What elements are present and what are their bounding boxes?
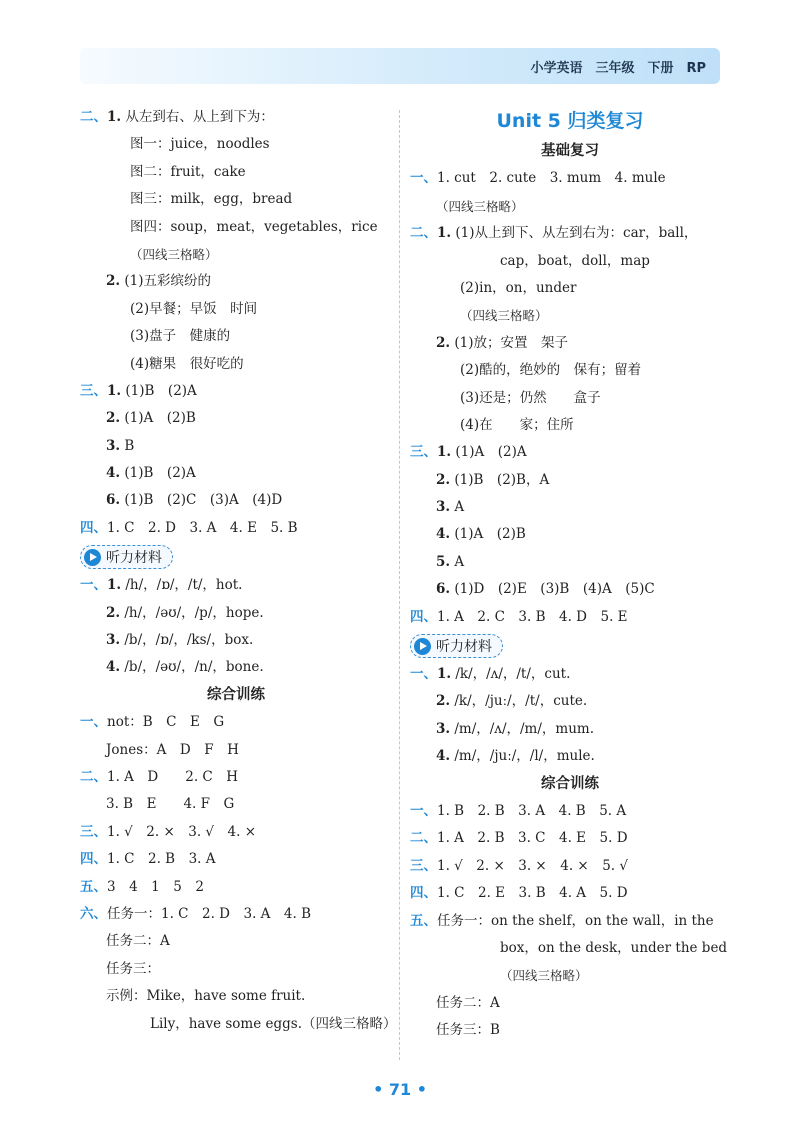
answer-text: 从左到右、从上到下为： xyxy=(121,109,274,125)
answer-text: （四线三格略） xyxy=(500,968,588,984)
answer-line xyxy=(80,351,392,378)
answer-line xyxy=(410,467,730,494)
answer-text: (1)A (2)B xyxy=(120,410,196,427)
answer-text: not：B C E G xyxy=(107,714,225,731)
answer-line xyxy=(80,214,392,241)
item-number: 6. xyxy=(436,581,451,598)
section-number: 五、 xyxy=(410,912,437,929)
left-column xyxy=(80,104,397,1038)
answer-text: 图三：milk，egg，bread xyxy=(130,191,293,208)
answer-line xyxy=(410,990,730,1017)
item-number: 1. xyxy=(107,577,122,594)
answer-line xyxy=(80,159,392,186)
answer-text: 1. √ 2. × 3. × 4. × 5. √ xyxy=(437,857,628,874)
section-number: 三、 xyxy=(410,857,437,874)
answer-line xyxy=(410,604,730,631)
play-icon xyxy=(84,549,101,566)
answer-line xyxy=(410,1017,730,1044)
answer-text: (1)B (2)A xyxy=(120,465,196,482)
answer-text: box，on the desk，under the bed xyxy=(500,939,728,956)
answer-line xyxy=(80,737,392,764)
answer-line xyxy=(80,764,392,791)
answer-text: （四线三格略） xyxy=(130,246,218,262)
answer-line xyxy=(410,853,730,880)
section-heading: 综合训练 xyxy=(207,686,265,703)
page-header xyxy=(80,48,720,84)
item-number: 1. xyxy=(437,225,452,242)
answer-line xyxy=(410,494,730,521)
right-column xyxy=(410,104,730,1045)
section-number: 二、 xyxy=(410,830,437,847)
answer-text: /k/，/ʌ/，/t/，cut. xyxy=(451,666,571,683)
answer-text: 1. A 2. C 3. B 4. D 5. E xyxy=(437,608,628,625)
answer-line xyxy=(80,405,392,432)
answer-text: 1. C 2. B 3. A xyxy=(107,851,216,868)
listening-material-tag xyxy=(410,634,503,658)
item-number: 1. xyxy=(107,109,122,125)
answer-text: Jones：A D F H xyxy=(106,741,239,758)
item-number: 3. xyxy=(106,632,121,649)
answer-text: Lily，have some eggs.（四线三格略） xyxy=(150,1015,397,1032)
item-number: 2. xyxy=(436,334,451,351)
answer-line xyxy=(80,874,392,901)
answer-text: /m/，/juː/，/l/，mule. xyxy=(450,748,595,765)
answer-line xyxy=(80,819,392,846)
answer-text: (2)酷的，绝妙的 保有；留着 xyxy=(460,362,642,379)
answer-line xyxy=(80,323,392,350)
section-number: 一、 xyxy=(410,666,437,683)
play-icon xyxy=(414,638,431,655)
answer-line xyxy=(80,487,392,514)
listening-material-row xyxy=(80,542,392,572)
answer-line xyxy=(410,439,730,466)
item-number: 3. xyxy=(436,720,451,737)
answer-text: 任务一：1. C 2. D 3. A 4. B xyxy=(107,905,312,922)
item-number: 4. xyxy=(436,526,451,543)
answer-text: (1)D (2)E (3)B (4)A (5)C xyxy=(450,581,655,598)
answer-text: 图一：juice，noodles xyxy=(130,136,270,153)
answer-text: A xyxy=(450,499,465,516)
section-number: 四、 xyxy=(410,885,437,902)
item-number: 2. xyxy=(106,604,121,621)
answer-line xyxy=(410,935,730,962)
page-number: • 71 • xyxy=(373,1080,427,1099)
answer-line xyxy=(80,956,392,983)
answer-text: 任务二：A xyxy=(106,933,170,950)
listening-material-tag xyxy=(80,545,173,569)
answer-text: /m/，/ʌ/，/m/，mum. xyxy=(450,720,594,737)
answer-text: (1)B (2)B，A xyxy=(450,471,550,488)
item-number: 2. xyxy=(436,693,451,710)
answer-text: 3 4 1 5 2 xyxy=(107,878,204,895)
item-number: 1. xyxy=(437,444,452,461)
answer-line xyxy=(80,460,392,487)
section-number: 四、 xyxy=(80,851,107,868)
section-number: 二、 xyxy=(80,109,107,125)
section-number: 三、 xyxy=(410,444,437,461)
answer-text: 任务二：A xyxy=(436,994,500,1011)
section-number: 三、 xyxy=(80,382,107,399)
answer-text: /b/，/ɒ/，/ks/，box. xyxy=(120,632,254,649)
section-number: 一、 xyxy=(410,170,437,187)
answer-text: 任务一：on the shelf，on the wall，in the xyxy=(437,912,714,929)
answer-text: (1)A (2)A xyxy=(451,444,527,461)
answer-line xyxy=(410,330,730,357)
answer-line xyxy=(80,791,392,818)
answer-line xyxy=(80,709,392,736)
item-number: 4. xyxy=(106,465,121,482)
answer-line xyxy=(410,302,730,329)
item-number: 4. xyxy=(106,659,121,676)
item-number: 2. xyxy=(106,410,121,427)
answer-text: 1. C 2. D 3. A 4. E 5. B xyxy=(107,519,298,536)
answer-text: 图四：soup，meat，vegetables，rice xyxy=(130,218,378,235)
answer-text: 1. A 2. B 3. C 4. E 5. D xyxy=(437,830,628,847)
answer-text: 1. B 2. B 3. A 4. B 5. A xyxy=(437,802,627,819)
answer-text: （四线三格略） xyxy=(460,308,548,324)
answer-line xyxy=(410,908,730,935)
item-number: 3. xyxy=(106,437,121,454)
answer-text: 1. A D 2. C H xyxy=(107,768,239,785)
answer-line xyxy=(410,661,730,688)
answer-text: /h/，/əʊ/，/p/，hope. xyxy=(120,604,264,621)
header-title: 小学英语 三年级 下册 RP xyxy=(530,61,706,76)
answer-line xyxy=(410,798,730,825)
answer-text: (1)A (2)B xyxy=(450,526,526,543)
column-divider xyxy=(399,110,400,1060)
answer-text: (4)糖果 很好吃的 xyxy=(130,355,244,372)
listening-material-label: 听力材料 xyxy=(436,639,492,656)
item-number: 2. xyxy=(106,273,121,290)
item-number: 1. xyxy=(437,666,452,683)
answer-line xyxy=(410,549,730,576)
answer-text: （四线三格略） xyxy=(436,198,524,214)
item-number: 1. xyxy=(107,382,122,399)
answer-line xyxy=(410,716,730,743)
answer-text: 任务三： xyxy=(106,960,160,977)
answer-text: (1)放；安置 架子 xyxy=(450,334,569,351)
answer-line xyxy=(80,600,392,627)
section-number: 三、 xyxy=(80,823,107,840)
answer-text: /b/，/əʊ/，/n/，bone. xyxy=(120,659,264,676)
item-number: 3. xyxy=(436,499,451,516)
section-number: 一、 xyxy=(80,714,107,731)
item-number: 5. xyxy=(436,553,451,570)
answer-line xyxy=(410,825,730,852)
answer-line xyxy=(80,928,392,955)
answer-text: (1)B (2)C (3)A (4)D xyxy=(120,492,283,509)
section-number: 二、 xyxy=(410,225,437,242)
answer-text: (1)五彩缤纷的 xyxy=(120,273,212,290)
answer-line xyxy=(80,296,392,323)
answer-line xyxy=(410,220,730,247)
answer-line xyxy=(80,186,392,213)
answer-line xyxy=(80,131,392,158)
answer-line xyxy=(80,983,392,1010)
listening-material-label: 听力材料 xyxy=(106,550,162,567)
section-heading: 基础复习 xyxy=(541,143,599,159)
answer-line xyxy=(410,576,730,603)
answer-line xyxy=(410,248,730,275)
answer-text: (1)B (2)A xyxy=(121,382,197,399)
answer-line xyxy=(80,572,392,599)
answer-line xyxy=(410,688,730,715)
answer-text: 1. cut 2. cute 3. mum 4. mule xyxy=(437,170,666,187)
answer-line xyxy=(80,268,392,295)
answer-line xyxy=(410,275,730,302)
answer-text: (2)in，on，under xyxy=(460,279,577,296)
answer-text: /k/，/juː/，/t/，cute. xyxy=(450,693,588,710)
unit-title: Unit 5 归类复习 xyxy=(496,110,644,132)
answer-line xyxy=(410,165,730,192)
answer-line xyxy=(410,962,730,989)
answer-line xyxy=(80,654,392,681)
section-number: 六、 xyxy=(80,905,107,922)
answer-line xyxy=(410,521,730,548)
item-number: 4. xyxy=(436,748,451,765)
answer-text: (4)在 家；住所 xyxy=(460,416,574,433)
answer-text: (3)还是；仍然 盒子 xyxy=(460,389,601,406)
answer-text: B xyxy=(120,437,135,454)
answer-text: 示例：Mike，have some fruit. xyxy=(106,988,306,1005)
answer-line xyxy=(80,627,392,654)
section-number: 五、 xyxy=(80,878,107,895)
section-number: 四、 xyxy=(80,519,107,536)
answer-text: (2)早餐；早饭 时间 xyxy=(130,300,258,317)
section-number: 二、 xyxy=(80,768,107,785)
answer-text: 图二：fruit，cake xyxy=(130,163,246,180)
answer-line xyxy=(410,880,730,907)
answer-text: /h/，/ɒ/，/t/，hot. xyxy=(121,577,243,594)
answer-line xyxy=(410,412,730,439)
answer-text: 1. C 2. E 3. B 4. A 5. D xyxy=(437,885,628,902)
answer-text: A xyxy=(450,553,465,570)
answer-line xyxy=(80,378,392,405)
item-number: 2. xyxy=(436,471,451,488)
answer-line xyxy=(410,385,730,412)
answer-line xyxy=(410,193,730,220)
answer-text: 3. B E 4. F G xyxy=(106,796,235,813)
section-heading: 综合训练 xyxy=(541,775,599,792)
section-number: 一、 xyxy=(80,577,107,594)
answer-text: cap，boat，doll，map xyxy=(500,252,650,269)
section-number: 一、 xyxy=(410,802,437,819)
answer-line xyxy=(80,241,392,268)
section-number: 四、 xyxy=(410,608,437,625)
answer-line xyxy=(80,846,392,873)
listening-material-row xyxy=(410,631,730,661)
item-number: 6. xyxy=(106,492,121,509)
answer-text: (1)从上到下、从左到右为：car，ball， xyxy=(451,225,698,242)
answer-line xyxy=(80,433,392,460)
answer-text: 1. √ 2. × 3. √ 4. × xyxy=(107,823,257,840)
answer-text: (3)盘子 健康的 xyxy=(130,328,231,345)
answer-text: 任务三：B xyxy=(436,1022,500,1039)
answer-line xyxy=(80,104,392,131)
answer-line xyxy=(410,743,730,770)
answer-line xyxy=(80,515,392,542)
answer-line xyxy=(80,1011,397,1038)
answer-line xyxy=(80,901,392,928)
answer-line xyxy=(410,357,730,384)
